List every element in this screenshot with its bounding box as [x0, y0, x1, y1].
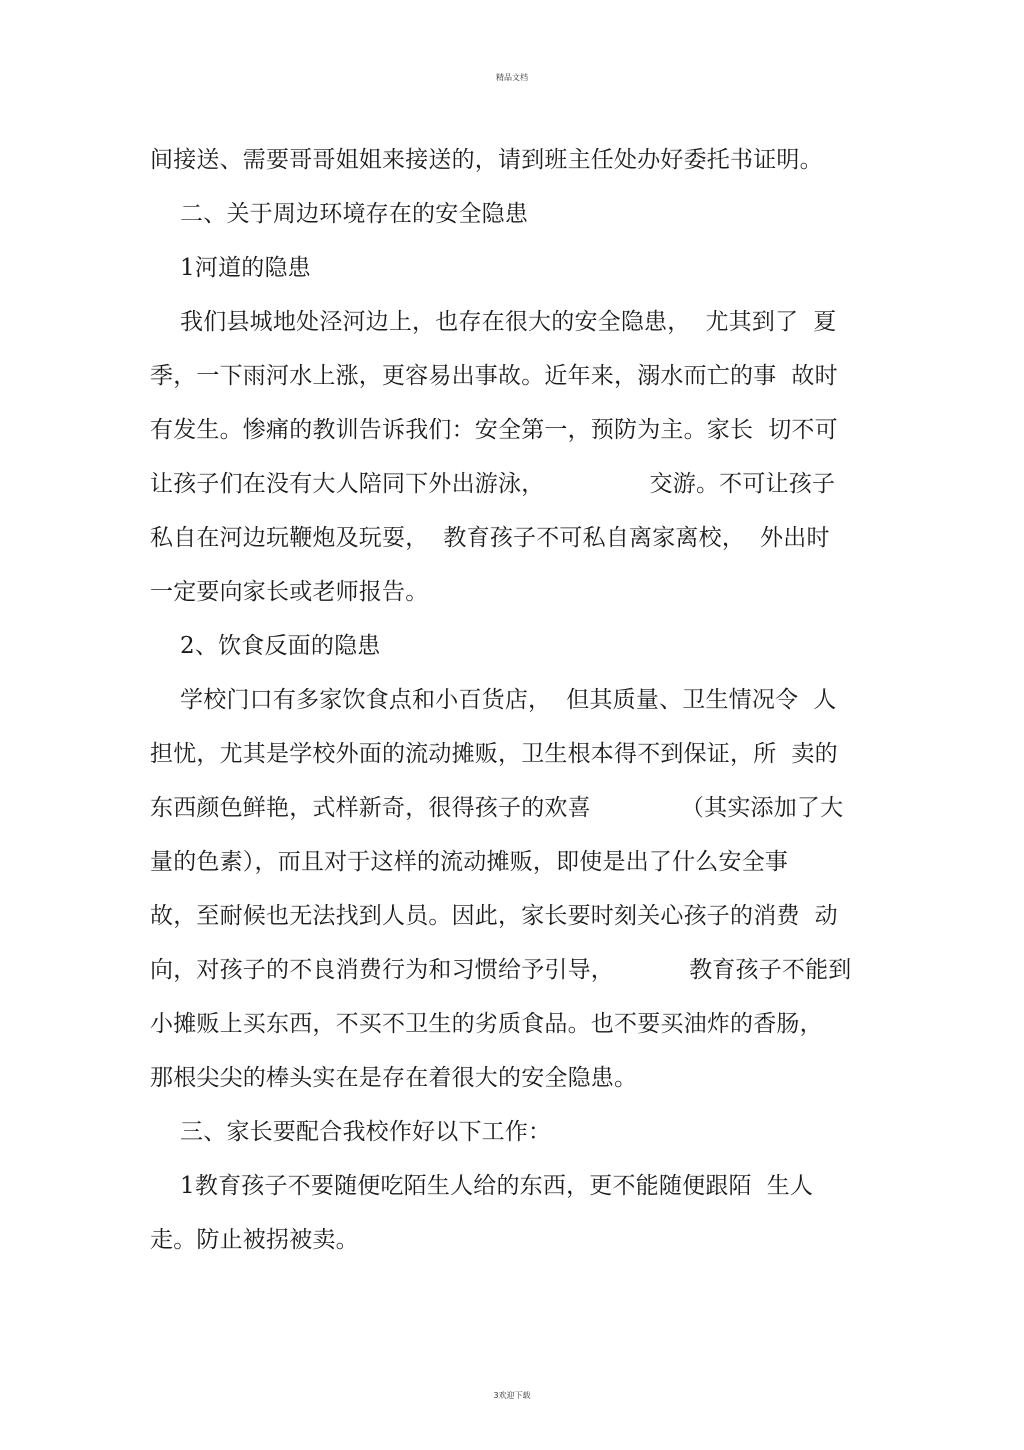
body-line: 小摊贩上买东西，不买不卫生的劣质食品。也不要买油炸的香肠，	[150, 1011, 823, 1037]
body-line: 间接送、需要哥哥姐姐来接送的，请到班主任处办好委托书证明。	[150, 147, 823, 173]
body-line: 私自在河边玩鞭炮及玩耍， 教育孩子不可私自离家离校， 外出时	[150, 525, 830, 551]
body-line: 让孩子们在没有大人陪同下外出游泳， 交游。不可让孩子	[150, 471, 836, 497]
section-heading: 二、关于周边环境存在的安全隐患	[150, 201, 529, 227]
body-line: 担忧，尤其是学校外面的流动摊贩，卫生根本得不到保证，所 卖的	[150, 741, 838, 767]
body-line: 那根尖尖的棒头实在是存在着很大的安全隐患。	[150, 1065, 638, 1091]
body-line: 有发生。惨痛的教训告诉我们：安全第一，预防为主。家长 切不可	[150, 417, 838, 443]
body-line: 1教育孩子不要随便吃陌生人给的东西，更不能随便跟陌 生人	[150, 1173, 814, 1199]
page-footer-mark: 3欢迎下载	[493, 1391, 531, 1400]
body-line: 量的色素），而且对于这样的流动摊贩，即使是出了什么安全事	[150, 849, 789, 875]
body-line: 走。防止被拐被卖。	[150, 1227, 359, 1253]
page-header-mark: 精品文档	[496, 73, 528, 82]
body-line: 学校门口有多家饮食点和小百货店， 但其质量、卫生情况令 人	[150, 687, 837, 713]
body-line: 我们县城地处泾河边上，也存在很大的安全隐患， 尤其到了 夏	[150, 309, 837, 335]
subsection-heading: 1河道的隐患	[150, 255, 311, 281]
body-line: 季，一下雨河水上涨，更容易出事故。近年来，溺水而亡的事 故时	[150, 363, 838, 389]
section-heading: 三、家长要配合我校作好以下工作：	[150, 1119, 552, 1145]
body-line: 向，对孩子的不良消费行为和习惯给予引导， 教育孩子不能到	[150, 957, 852, 983]
subsection-heading: 2、饮食反面的隐患	[150, 633, 381, 659]
body-line: 东西颜色鲜艳，式样新奇，很得孩子的欢喜 （其实添加了大	[150, 795, 844, 821]
body-line: 一定要向家长或老师报告。	[150, 579, 429, 605]
body-line: 故，至耐候也无法找到人员。因此，家长要时刻关心孩子的消费 动	[150, 903, 838, 929]
